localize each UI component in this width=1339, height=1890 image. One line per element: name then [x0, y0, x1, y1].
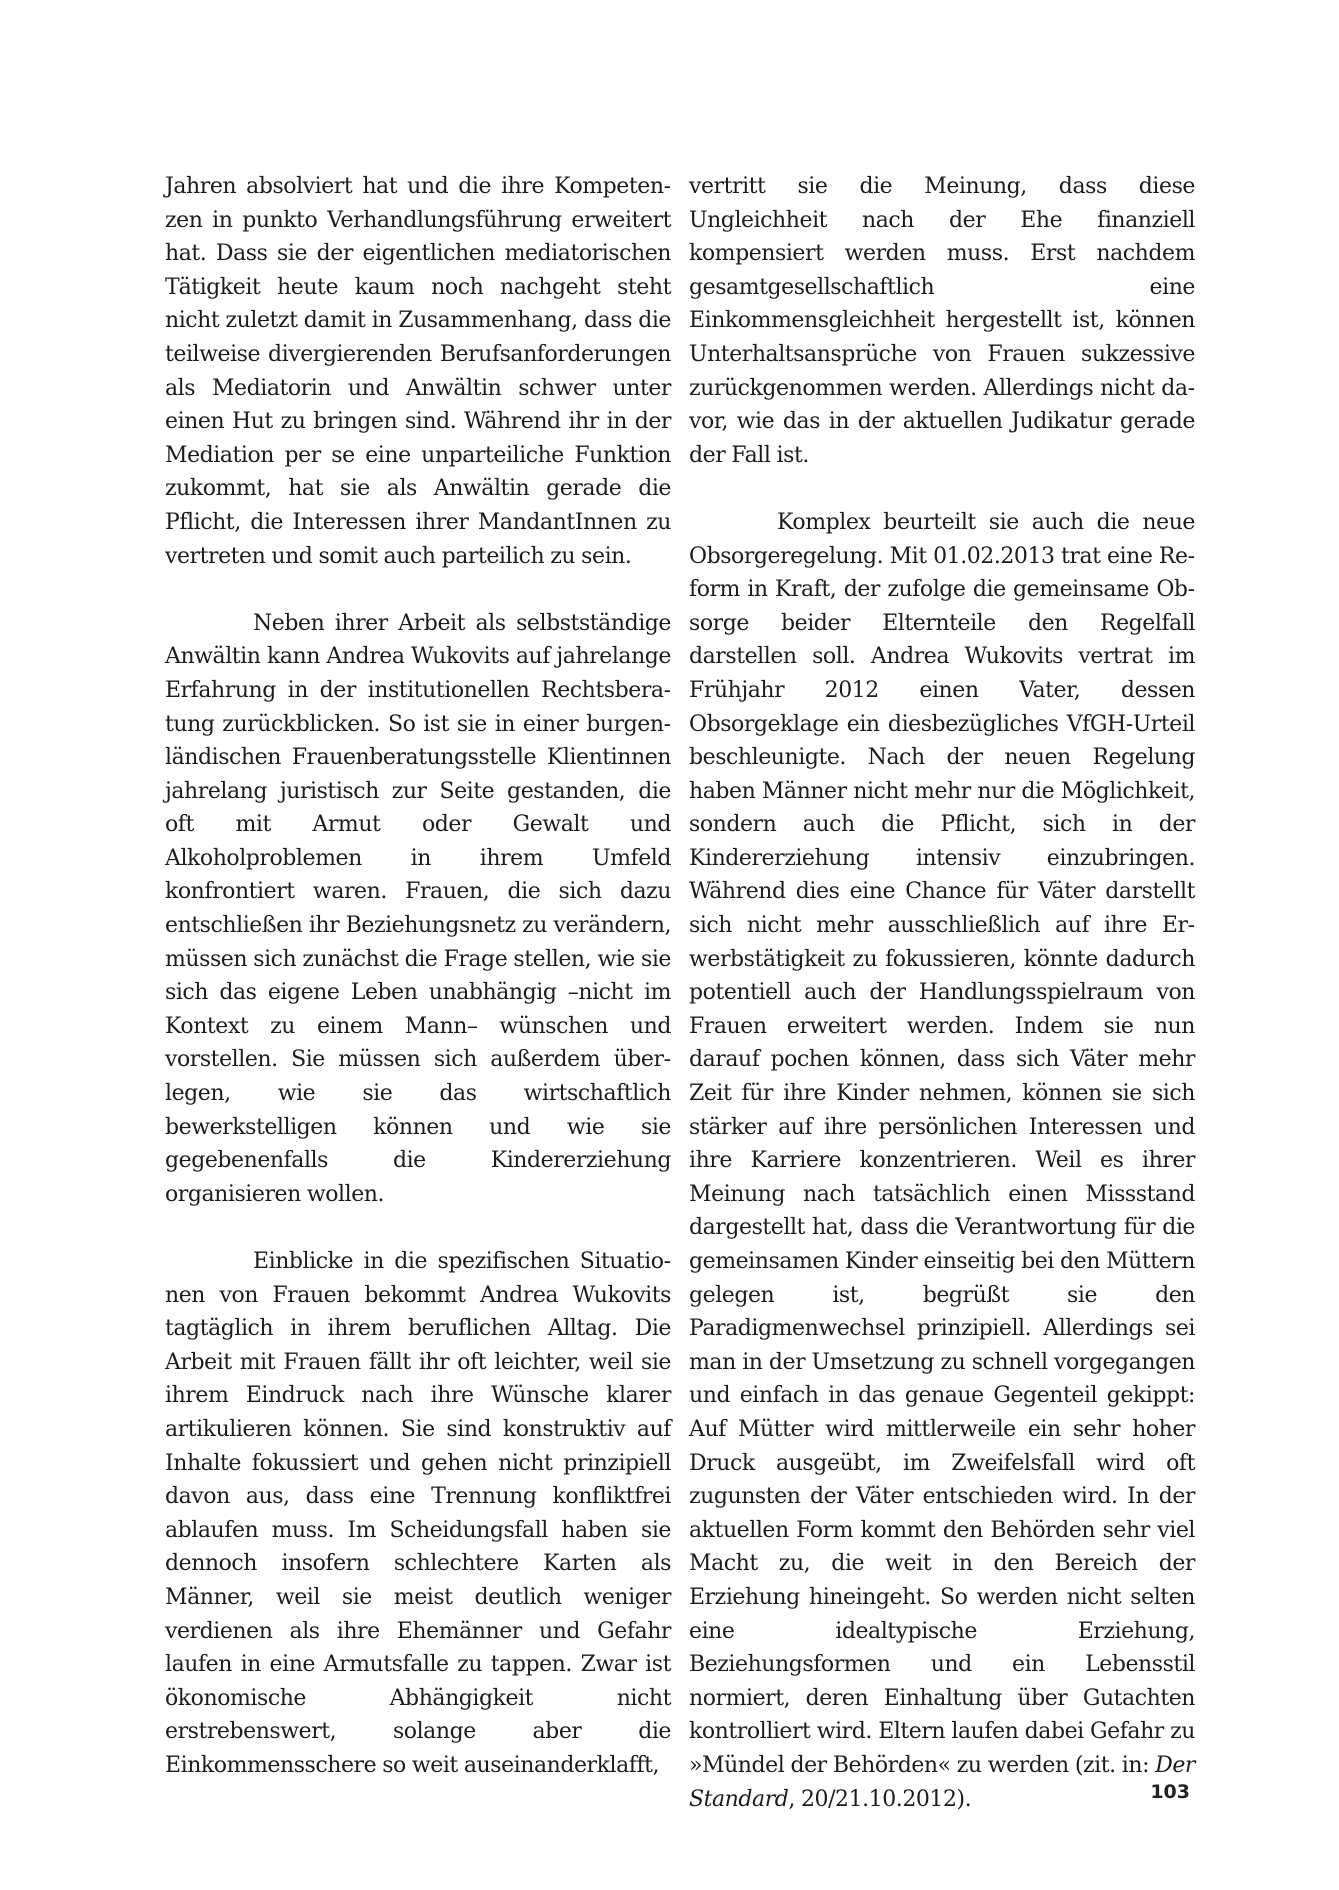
paragraph-women-insights: Einblicke in die spezifischen Situationen von Frauen bekommt Andrea Wukovits tagtäglich in ihrem beruflichen Alltag. Die Arbeit mit Frauen fällt ihr oft leichter, weil sie ihrem Eindruck nach ihre Wünsche klarer artikulieren können. Sie sind konstruktiv auf Inhalte fokussiert und gehen nicht prinzipiell davon aus, dass eine Trennung konfliktfrei ablaufen muss. Im Scheidungsfall haben sie dennoch insofern schlechtere Karten als Männer, weil sie meist deutlich weniger verdienen als ihre Ehemänner und Gefahr laufen in eine Armutsfalle zu tappen. Zwar ist ökonomische Abhängigkeit nicht erstrebenswert, solange aber die Einkommensschere so weit auseinanderklafft, — [165, 1249, 671, 1778]
paragraph-income-equality: vertritt sie die Meinung, dass diese Ungleichheit nach der Ehe finanziell kompensiert werden muss. Erst nachdem gesamtgesellschaftlich eine Einkommensgleichheit hergestellt ist, können Unterhaltsansprüche von Frauen sukzessive zurückgenommen werden. Allerdings nicht davor, wie das in der aktuellen Judikatur gerade der Fall ist. — [689, 174, 1195, 468]
page-number: 103 — [1150, 1781, 1190, 1803]
custody-text: Komplex beurteilt sie auch die neue Obsorgeregelung. Mit 01.02.2013 trat eine Reform in Kraft, der zufolge die gemeinsame Obsorge beider Elternteile den Regelfall darstellen soll. Andrea Wukovits vertrat im Frühjahr 2012 einen Vater, dessen Obsorgeklage ein diesbezügliches VfGH-Urteil beschleunigte. Nach der neuen Regelung haben Männer nicht mehr nur die Möglichkeit, sondern auch die Pflicht, sich in der Kindererziehung intensiv einzubringen. Während dies eine Chance für Väter darstellt sich nicht mehr ausschließlich auf ihre Erwerbstätigkeit zu fokussieren, könnte dadurch potentiell auch der Handlungsspielraum von Frauen erweitert werden. Indem sie nun darauf pochen können, dass sich Väter mehr Zeit für ihre Kinder nehmen, können sie sich stärker auf ihre persönlichen Interessen und ihre Karriere konzentrieren. Weil es ihrer Meinung nach tatsächlich einen Missstand dargestellt hat, dass die Verantwortung für die gemeinsamen Kinder einseitig bei den Müttern gelegen ist, begrüßt sie den Paradigmenwechsel prinzipiell. Allerdings sei man in der Umsetzung zu schnell vorgegangen und einfach in das genaue Gegenteil gekippt: Auf Mütter wird mittlerweile ein sehr hoher Druck ausgeübt, im Zweifelsfall wird oft zugunsten der Väter entschieden wird. In der aktuellen Form kommt den Behörden sehr viel Macht zu, die weit in den Bereich der Erziehung hineingeht. So werden nicht selten eine idealtypische Erziehung, Beziehungsformen und ein Lebensstil normiert, deren Einhaltung über Gutachten kontrolliert wird. Eltern laufen dabei Gefahr zu »Mündel der Behörden« zu werden — [689, 509, 1195, 1778]
paragraph-custody-regulation — [689, 506, 1195, 1816]
citation-source: Der Standard — [689, 1752, 1195, 1812]
citation-close: , 20/21.10.2012). — [788, 1786, 972, 1812]
paragraph-mediation: Jahren absolviert hat und die ihre Kompetenzen in punkto Verhandlungsführung erweitert hat. Dass sie der eigentlichen mediatorischen Tätigkeit heute kaum noch nachgeht steht nicht zuletzt damit in Zusammenhang, dass die teilweise divergierenden Berufsanforderungen als Mediatorin und Anwältin schwer unter einen Hut zu bringen sind. Während ihr in der Mediation per se eine unparteiliche Funktion zukommt, hat sie als Anwältin gerade die Pflicht, die Interessen ihrer MandantInnen zu vertreten und somit auch parteilich zu sein. — [165, 174, 671, 569]
paragraph-legal-advice: Neben ihrer Arbeit als selbstständige Anwältin kann Andrea Wukovits auf jahrelange Erfahrung in der institutionellen Rechtsberatung zurückblicken. So ist sie in einer burgenländischen Frauenberatungsstelle Klientinnen jahrelang juristisch zur Seite gestanden, die oft mit Armut oder Gewalt und Alkoholproblemen in ihrem Umfeld konfrontiert waren. Frauen, die sich dazu entschließen ihr Beziehungsnetz zu verändern, müssen sich zunächst die Frage stellen, wie sie sich das eigene Leben unabhängig –nicht im Kontext zu einem Mann– wünschen und vorstellen. Sie müssen sich außerdem überlegen, wie sie das wirtschaftlich bewerkstelligen können und wie sie gegebenenfalls die Kindererziehung organisieren wollen. — [165, 610, 671, 1207]
left-column — [165, 170, 671, 1783]
citation-open: (zit. in: — [1074, 1752, 1156, 1778]
right-column — [689, 170, 1195, 1816]
